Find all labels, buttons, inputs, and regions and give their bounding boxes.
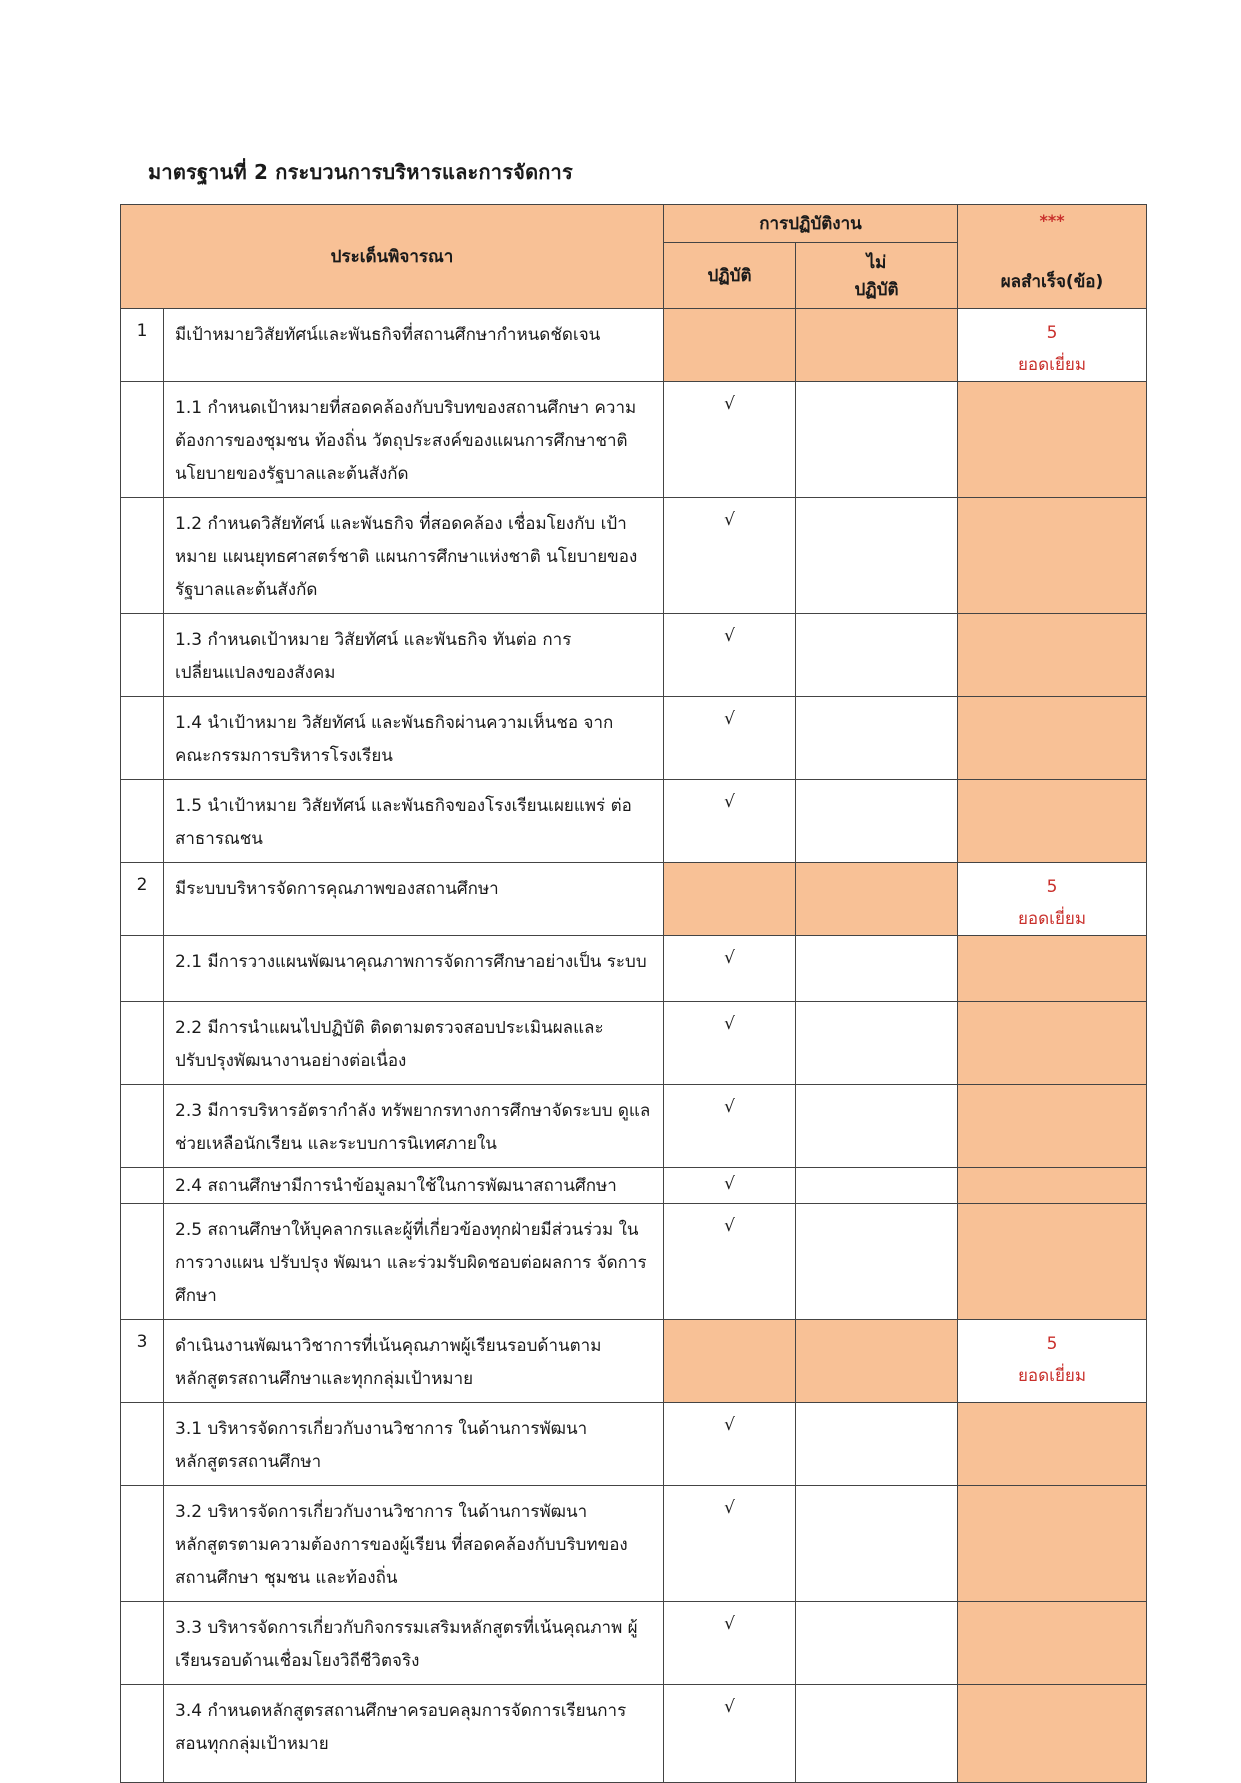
not-practiced-line-1: ไม่ <box>866 252 887 273</box>
sub-row <box>121 1168 1147 1204</box>
result-cell <box>958 1403 1147 1486</box>
main-row <box>121 863 1147 936</box>
not-practiced-cell <box>796 936 958 1002</box>
not-practiced-cell <box>796 1685 958 1783</box>
row-text: 1.2 กำหนดวิสัยทัศน์ และพันธกิจ ที่สอดคล้อง เชื่อมโยงกับ เป้าหมาย แผนยุทธศาสตร์ชาติ แผนการศึกษาแห่งชาติ นโยบายของรัฐบาลและต้นสังกัด <box>164 498 664 614</box>
row-number: 1 <box>121 309 164 382</box>
sub-row <box>121 498 1147 614</box>
sub-row <box>121 1085 1147 1168</box>
not-practiced-cell <box>796 1002 958 1085</box>
row-text: 2.4 สถานศึกษามีการนำข้อมูลมาใช้ในการพัฒนาสถานศึกษา <box>164 1168 664 1204</box>
row-number: 3 <box>121 1320 164 1403</box>
main-row <box>121 309 1147 382</box>
sub-row <box>121 1204 1147 1320</box>
result-cell <box>958 614 1147 697</box>
check-mark: √ <box>664 498 796 614</box>
sub-row <box>121 1403 1147 1486</box>
row-number <box>121 697 164 780</box>
practice-group-header: การปฏิบัติงาน <box>664 205 958 243</box>
row-number <box>121 1602 164 1685</box>
row-text: 1.5 นำเป้าหมาย วิสัยทัศน์ และพันธกิจของโรงเรียนเผยแพร่ ต่อสาธารณชน <box>164 780 664 863</box>
not-practiced-cell <box>796 780 958 863</box>
row-text: 2.3 มีการบริหารอัตรากำลัง ทรัพยากรทางการศึกษาจัดระบบ ดูแลช่วยเหลือนักเรียน และระบบการนิเทศภายใน <box>164 1085 664 1168</box>
sub-row <box>121 780 1147 863</box>
sub-row <box>121 382 1147 498</box>
result-cell <box>958 1002 1147 1085</box>
row-text: ดำเนินงานพัฒนาวิชาการที่เน้นคุณภาพผู้เรียนรอบด้านตาม หลักสูตรสถานศึกษาและทุกกลุ่มเป้าหมาย <box>164 1320 664 1403</box>
score-value: 5 <box>1046 323 1058 343</box>
row-text: 1.4 นำเป้าหมาย วิสัยทัศน์ และพันธกิจผ่านความเห็นชอ จาก คณะกรรมการบริหารโรงเรียน <box>164 697 664 780</box>
not-practiced-cell <box>796 1168 958 1204</box>
score-level: ยอดเยี่ยม <box>1017 909 1087 929</box>
main-row <box>121 1320 1147 1403</box>
row-number <box>121 382 164 498</box>
check-mark: √ <box>664 382 796 498</box>
practiced-cell <box>664 309 796 382</box>
sub-row <box>121 1685 1147 1783</box>
practiced-cell <box>664 1320 796 1403</box>
check-mark: √ <box>664 1486 796 1602</box>
row-text: มีเป้าหมายวิสัยทัศน์และพันธกิจที่สถานศึกษากำหนดชัดเจน <box>164 309 664 382</box>
standard-table <box>120 204 1147 1783</box>
row-text: 2.1 มีการวางแผนพัฒนาคุณภาพการจัดการศึกษาอย่างเป็น ระบบ <box>164 936 664 1002</box>
page-title: มาตรฐานที่ 2 กระบวนการบริหารและการจัดการ <box>148 160 573 184</box>
not-practiced-cell <box>796 1320 958 1403</box>
check-mark: √ <box>664 936 796 1002</box>
row-number <box>121 498 164 614</box>
check-mark: √ <box>664 697 796 780</box>
row-number <box>121 1085 164 1168</box>
row-text: มีระบบบริหารจัดการคุณภาพของสถานศึกษา <box>164 863 664 936</box>
not-practiced-cell <box>796 1486 958 1602</box>
score-value: 5 <box>1046 1334 1058 1354</box>
score-level: ยอดเยี่ยม <box>1017 1366 1087 1386</box>
row-number <box>121 1486 164 1602</box>
not-practiced-cell <box>796 1602 958 1685</box>
sub-row <box>121 1002 1147 1085</box>
result-cell <box>958 1486 1147 1602</box>
check-mark: √ <box>664 1002 796 1085</box>
row-number <box>121 1168 164 1204</box>
row-text: 1.3 กำหนดเป้าหมาย วิสัยทัศน์ และพันธกิจ ทันต่อ การเปลี่ยนแปลงของสังคม <box>164 614 664 697</box>
not-practiced-cell <box>796 1204 958 1320</box>
result-cell <box>958 1320 1147 1403</box>
result-cell <box>958 936 1147 1002</box>
not-practiced-cell <box>796 614 958 697</box>
result-cell <box>958 780 1147 863</box>
check-mark: √ <box>664 1085 796 1168</box>
row-number <box>121 1204 164 1320</box>
sub-row <box>121 697 1147 780</box>
result-header <box>958 205 1147 309</box>
row-number: 2 <box>121 863 164 936</box>
score-value: 5 <box>1046 877 1058 897</box>
not-practiced-cell <box>796 309 958 382</box>
row-text: 3.2 บริหารจัดการเกี่ยวกับงานวิชาการ ในด้านการพัฒนา หลักสูตรตามความต้องการของผู้เรียน ที่สอดคล้องกับบริบทของ สถานศึกษา ชุมชน และท้องถิ่น <box>164 1486 664 1602</box>
row-text: 3.1 บริหารจัดการเกี่ยวกับงานวิชาการ ในด้านการพัฒนา หลักสูตรสถานศึกษา <box>164 1403 664 1486</box>
not-practiced-line-2: ปฏิบัติ <box>854 279 899 300</box>
row-number <box>121 614 164 697</box>
check-mark: √ <box>664 1403 796 1486</box>
not-practiced-cell <box>796 863 958 936</box>
practiced-header: ปฏิบัติ <box>664 243 796 309</box>
row-text: 2.5 สถานศึกษาให้บุคลากรและผู้ที่เกี่ยวข้องทุกฝ่ายมีส่วนร่วม ในการวางแผน ปรับปรุง พัฒนา และร่วมรับผิดชอบต่อผลการ จัดการศึกษา <box>164 1204 664 1320</box>
result-cell <box>958 1168 1147 1204</box>
not-practiced-header <box>796 243 958 309</box>
check-mark: √ <box>664 1602 796 1685</box>
practiced-cell <box>664 863 796 936</box>
result-cell <box>958 1085 1147 1168</box>
check-mark: √ <box>664 1204 796 1320</box>
row-text: 3.3 บริหารจัดการเกี่ยวกับกิจกรรมเสริมหลักสูตรที่เน้นคุณภาพ ผู้เรียนรอบด้านเชื่อมโยงวิถีชีวิตจริง <box>164 1602 664 1685</box>
not-practiced-cell <box>796 697 958 780</box>
row-number <box>121 936 164 1002</box>
stars-mark: *** <box>1039 211 1065 230</box>
sub-row <box>121 614 1147 697</box>
sub-row <box>121 1602 1147 1685</box>
sub-row <box>121 936 1147 1002</box>
result-cell <box>958 863 1147 936</box>
row-text: 3.4 กำหนดหลักสูตรสถานศึกษาครอบคลุมการจัดการเรียนการ สอนทุกกลุ่มเป้าหมาย <box>164 1685 664 1783</box>
result-cell <box>958 1602 1147 1685</box>
result-cell <box>958 1685 1147 1783</box>
row-number <box>121 780 164 863</box>
check-mark: √ <box>664 1168 796 1204</box>
result-cell <box>958 382 1147 498</box>
row-number <box>121 1403 164 1486</box>
row-number <box>121 1002 164 1085</box>
result-cell <box>958 697 1147 780</box>
not-practiced-cell <box>796 382 958 498</box>
result-cell <box>958 498 1147 614</box>
topic-header: ประเด็นพิจารณา <box>121 205 664 309</box>
sub-row <box>121 1486 1147 1602</box>
score-level: ยอดเยี่ยม <box>1017 355 1087 375</box>
row-text: 2.2 มีการนำแผนไปปฏิบัติ ติดตามตรวจสอบประเมินผลและ ปรับปรุงพัฒนางานอย่างต่อเนื่อง <box>164 1002 664 1085</box>
result-header-label: ผลสำเร็จ(ข้อ) <box>1000 272 1104 292</box>
check-mark: √ <box>664 1685 796 1783</box>
not-practiced-cell <box>796 1085 958 1168</box>
result-cell <box>958 1204 1147 1320</box>
row-number <box>121 1685 164 1783</box>
not-practiced-cell <box>796 498 958 614</box>
check-mark: √ <box>664 780 796 863</box>
row-text: 1.1 กำหนดเป้าหมายที่สอดคล้องกับบริบทของสถานศึกษา ความต้องการของชุมชน ท้องถิ่น วัตถุประสงค์ของแผนการศึกษาชาติ นโยบายของรัฐบาลและต้นสังกัด <box>164 382 664 498</box>
check-mark: √ <box>664 614 796 697</box>
not-practiced-cell <box>796 1403 958 1486</box>
result-cell <box>958 309 1147 382</box>
